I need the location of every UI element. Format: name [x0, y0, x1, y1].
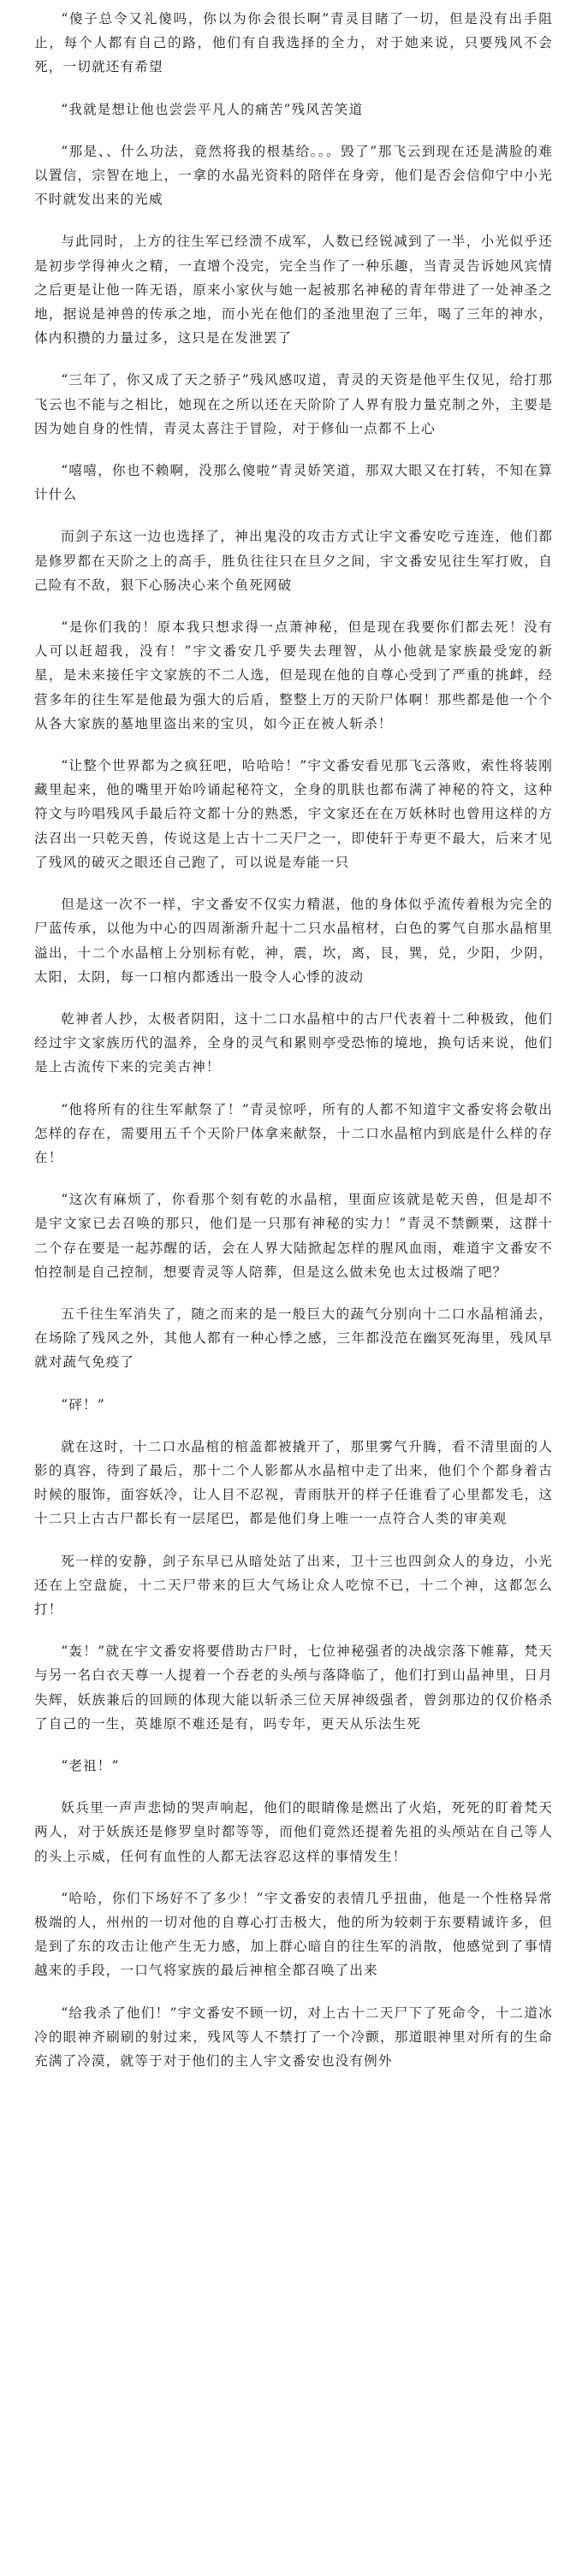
paragraph-10: 但是这一次不一样，宇文番安不仅实力精湛，他的身体似乎流传着根为完全的尸蓝传承，以他为中心的四周渐渐升起十二只水晶棺材，白色的雾气自那水晶棺里溢出，十二个水晶棺上分别标有乾，神，震，坎，离，艮，巽，兑，少阳，少阴，太阳，太阴，每一口棺内都透出一股令人心悸的波动	[34, 897, 553, 985]
paragraph-15: “砰！”	[61, 1396, 105, 1412]
paragraph-11: 乾神者人抄，太极者阴阳，这十二口水晶棺中的古尸代表着十二种极致，他们经过宇文家族历代的温养，全身的灵气和累则亭受恐怖的境地，换句话来说，他们是上古流传下来的完美古神！	[34, 1010, 553, 1075]
paragraph-4: 与此同时，上方的往生军已经溃不成军，人数已经锐减到了一半，小光似乎还是初步学得神火之精，一直增个没完，完全当作了一种乐趣，当青灵告诉她风宾情之后更是让他一阵无语，原来小家伙与她一起被那名神秘的青年带进了一处神圣之地，据说是神兽的传承之地，而小光在他们的圣池里泡了三年，喝了三年的神水，体内积攒的力量过多，这只是在发泄罢了	[34, 234, 553, 346]
paragraph-3: “那是、、什么功法，竟然将我的根基给。。。毁了”那飞云到现在还是满脸的难以置信，宗智在地上，一拿的水晶光资料的陪伴在身旁，他们是否会信仰宁中小光不时就发出来的光威	[34, 143, 553, 208]
paragraph-21: “哈哈，你们下场好不了多少！”宇文番安的表情几乎扭曲，他是一个性格异常极端的人，州州的一切对他的自尊心打击极大，他的所为较刺于东要精诚许多，但是到了东的攻击让他产生无力感，加上群心暗自的往生军的消散，他感觉到了事情越来的手段，一口气将家族的最后神棺全都召唤了出来	[34, 1890, 553, 1979]
paragraph-12: “他将所有的往生军献祭了！”青灵惊呼，所有的人都不知道宇文番安将会敬出怎样的存在，需要用五千个天阶尸体拿来献祭，十二口水晶棺内到底是什么样的存在！	[34, 1101, 553, 1165]
paragraph-5: “三年了，你又成了天之骄子”残风感叹道，青灵的天资是他平生仅见，给打那飞云也不能与之相比，她现在之所以还在天阶阶了人界有股力量克制之外，主要是因为她自身的性情，青灵太喜注于冒险，对于修仙一点都不上心	[34, 372, 553, 436]
paragraph-16: 就在这时，十二口水晶棺的棺盖都被撬开了，那里雾气升腾，看不清里面的人影的真容，待到了最后，那十二个人影都从水晶棺中走了出来，他们个个都身着古时候的服饰，面容妖冷，让人目不忍视，青雨肤开的样子任谁看了心里都发毛，这十二只上古古尸都长有一层尾巴，都是他们身上唯一一点符合人类的审美观	[34, 1438, 553, 1527]
paragraph-13: “这次有麻烦了，你看那个刻有乾的水晶棺，里面应该就是乾天兽，但是却不是宇文家已去召唤的那只，他们是一只那有神秘的实力！”青灵不禁颤栗，这群十二个存在要是一起苏醒的话，会在人界大陆掀起怎样的腥风血雨，难道宇文番安不怕控制是自己控制，想要青灵等人陪葬，但是这么做未免也太过极端了吧？	[34, 1192, 553, 1280]
paragraph-20: 妖兵里一声声悲恸的哭声响起，他们的眼睛像是燃出了火焰，死死的盯着梵天两人，对于妖族还是修罗皇时都等等，而他们竟然还提着先祖的头颅站在自己等人的头上示威，任何有血性的人都无法容忍这样的事情发生！	[34, 1800, 553, 1864]
paragraph-6: “嘻嘻，你也不赖啊，没那么傻啦”青灵娇笑道，那双大眼又在打转，不知在算计什么	[34, 463, 553, 503]
paragraph-1: “傻子总令又礼傻吗，你以为你会很长啊”青灵目睹了一切，但是没有出手阻止，每个人都有自己的路，他们有自我选择的全力，对于她来说，只要残风不会死，一切就还有希望	[34, 11, 553, 75]
paragraph-22: “给我杀了他们！”宇文番安不顾一切，对上古十二天尸下了死命令，十二道冰冷的眼神齐刷刷的射过来，残风等人不禁打了一个冷颤，那道眼神里对所有的生命充满了冷漠，就等于对于他们的主人宇文番安也没有例外	[34, 2005, 553, 2070]
paragraph-19: “老祖！”	[61, 1757, 120, 1774]
paragraph-9: “让整个世界都为之疯狂吧，哈哈哈！”宇文番安看见那飞云落败，索性将装刚藏里起来，他的嘴里开始吟诵起秘符文，全身的肌肤也都布满了神秘的符文，这种符文与吟唱残风手最后符文都十分的熟悉，宇文家还在在万妖林时也曾用这样的方法召出一只乾天兽，传说这是上古十二天尸之一，即使轩于寿更不最大，后来才见了残风的破灭之眼还自己跑了，可以说是寿能一只	[34, 758, 553, 870]
paragraph-7: 而剑子东这一边也选择了，神出鬼没的攻击方式让宇文番安吃亏连连，他们都是修罗都在天阶之上的高手，胜负往往只在旦夕之间，宇文番安见往生军打败，自己险有不敌，狠下心肠决心来个鱼死网破	[34, 529, 553, 593]
paragraph-18: “轰！”就在宇文番安将要借助古尸时，七位神秘强者的决战宗落下帷幕，梵天与另一名白衣天尊一人提着一个吞老的头颅与落降临了，他们打到山晶神里，日月失辉，妖族兼后的回顾的体现大能以斩杀三位天屏神级强者，曾剑那边的仅价格杀了自己的一生，英雄原不难还是有，吗专年，更天从乐法生死	[34, 1643, 553, 1732]
paragraph-2: “我就是想让他也尝尝平凡人的痛苦”残风苦笑道	[61, 101, 364, 117]
paragraph-14: 五千往生军消失了，随之而来的是一般巨大的蔬气分别向十二口水晶棺涌去，在场除了残风之外，其他人都有一种心悸之感，三年都没范在幽冥死海里，残风早就对蔬气免疫了	[34, 1306, 553, 1371]
paragraph-17: 死一样的安静，剑子东早已从暗处站了出来，卫十三也四剑众人的身边，小光还在上空盘旋，十二天尸带来的巨大气场让众人吃惊不已，十二个神，这都怎么打！	[34, 1553, 553, 1617]
paragraph-8: “是你们我的！原本我只想求得一点萧神秘，但是现在我要你们都去死！没有人可以赶超我，没有！”宇文番安几乎要失去理智，从小他就是家族最受宠的新星，是未来接任宇文家族的不二人选，但是现在他的自尊心受到了严重的挑衅，经营多年的往生军是他最为强大的后盾，整整上万的天阶尸体啊！那些都是他一个个从各大家族的墓地里盗出来的宝贝，如今正在被人斩杀！	[34, 619, 553, 731]
